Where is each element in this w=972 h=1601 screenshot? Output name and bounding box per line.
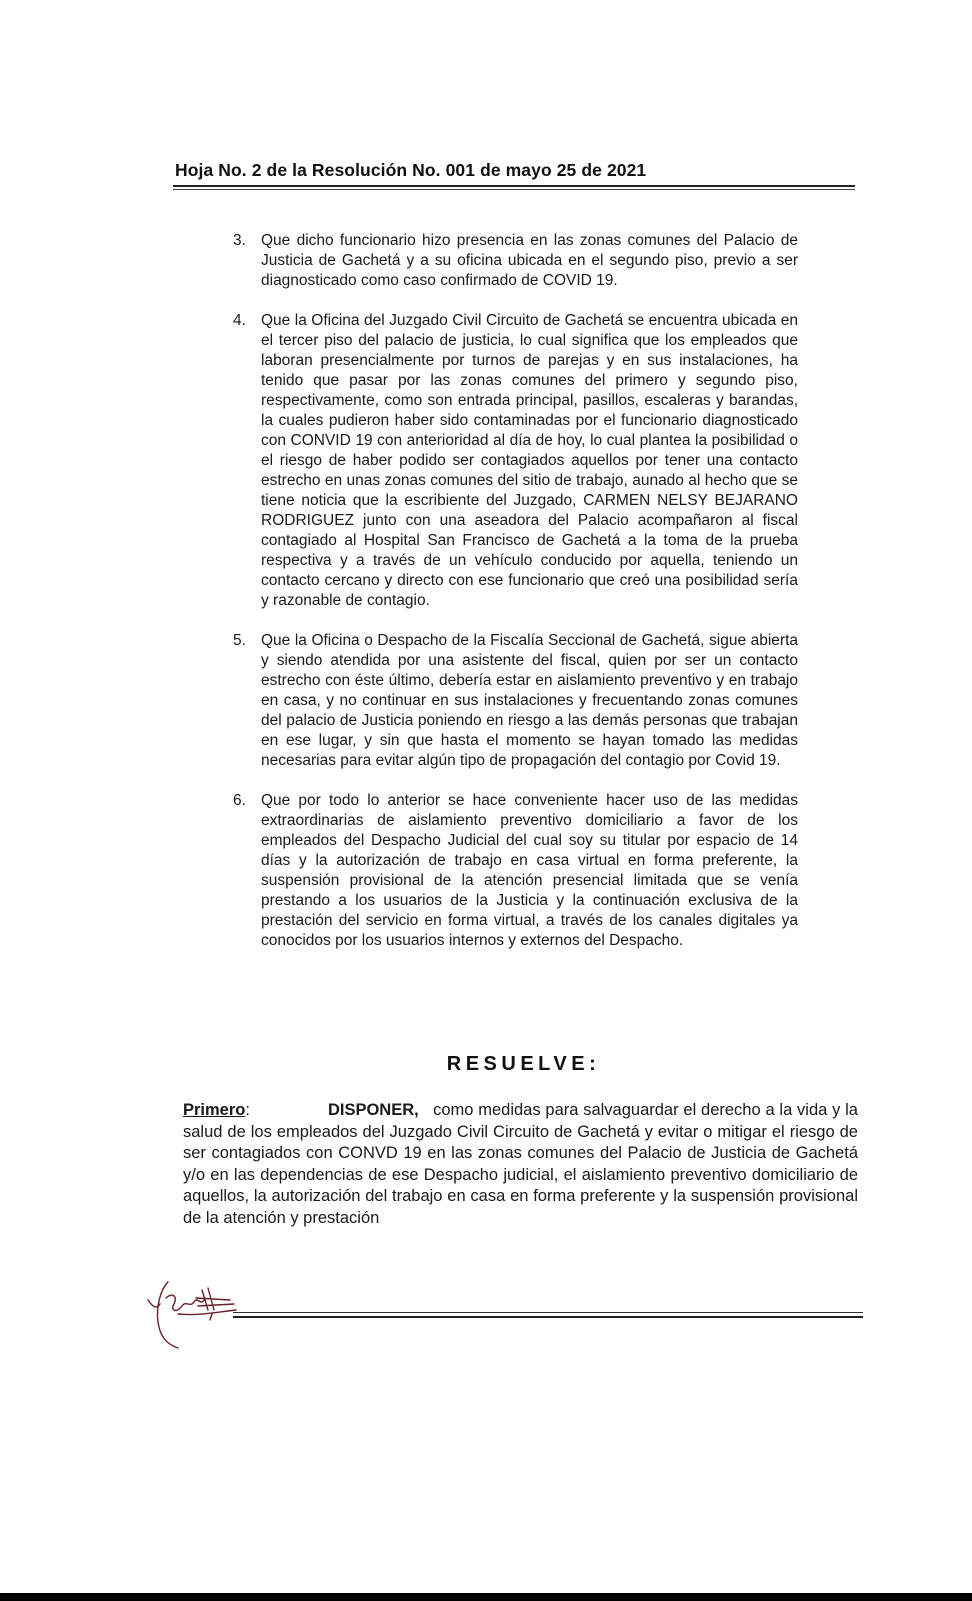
item-text: Que por todo lo anterior se hace conveniente hacer uso de las medidas extraordinarias de aislamiento preventivo domiciliario a favor de los empleados del Despacho Judicial del cual soy su titular por espacio de 14 días y la autorización de trabajo en casa virtual en forma preferente, la suspensión provisional de la atención presencial limitada que se venía prestando a los usuarios de la Justicia y la continuación exclusiva de la prestación del servicio en forma virtual, a través de los canales digitales ya conocidos por los usuarios internos y externos del Despacho. — [261, 792, 798, 949]
header-rule — [173, 185, 855, 187]
primero-paragraph — [183, 1100, 858, 1229]
primero-text: como medidas para salvaguardar el derecho a la vida y la salud de los empleados del Juzgado Civil Circuito de Gachetá y evitar o mitigar el riesgo de ser contagiados con CONVD 19 en las zonas comunes del Palacio de Justicia de Gachetá y/o en las dependencias de ese Despacho judicial, el aislamiento preventivo domiciliario de aquellos, la autorización del trabajo en casa en forma preferente y la suspensión provisional de la atención y prestación — [183, 1101, 858, 1227]
list-item — [233, 791, 798, 951]
item-text: Que la Oficina del Juzgado Civil Circuito de Gachetá se encuentra ubicada en el tercer piso del palacio de justicia, lo cual significa que los empleados que laboran presencialmente por turnos de parejas y en sus instalaciones, ha tenido que pasar por las zonas comunes del primero y segundo piso, respectivamente, como son entrada principal, pasillos, escaleras y barandas, la cuales pudieron haber sido contaminadas por el funcionario diagnosticado con CONVID 19 con anterioridad al día de hoy, lo cual plantea la posibilidad o el riesgo de haber podido ser contagiados aquellos por tener una contacto estrecho en unas zonas comunes del sitio de trabajo, aunado al hecho que se tiene noticia que la escribiente del Juzgado, CARMEN NELSY BEJARANO RODRIGUEZ junto con una aseadora del Palacio acompañaron al fiscal contagiado al Hospital San Francisco de Gachetá a la toma de la prueba respectiva y a través de un vehículo conducido por aquella, teniendo un contacto cercano y directo con ese funcionario que creó una posibilidad sería y razonable de contagio. — [261, 312, 798, 609]
scan-edge-bar — [0, 1593, 972, 1601]
list-item — [233, 311, 798, 611]
primero-verb: DISPONER, — [327, 1101, 419, 1119]
item-text: Que dicho funcionario hizo presencia en las zonas comunes del Palacio de Justicia de Gachetá y a su oficina ubicada en el segundo piso, previo a ser diagnosticado como caso confirmado de COVID 19. — [261, 232, 798, 289]
signature-icon — [138, 1270, 248, 1380]
primero-colon: : — [245, 1101, 250, 1119]
list-item — [233, 631, 798, 771]
list-item — [233, 231, 798, 291]
footer-rule — [233, 1316, 863, 1318]
item-number: 6. — [233, 792, 246, 809]
header-rule-thin — [173, 189, 855, 190]
primero-label: Primero — [183, 1101, 246, 1119]
page-header-title: Hoja No. 2 de la Resolución No. 001 de mayo 25 de 2021 — [175, 160, 647, 180]
considerations-list — [233, 231, 798, 971]
footer-rule-thin — [233, 1312, 863, 1313]
item-number: 3. — [233, 232, 246, 249]
resuelve-heading: RESUELVE: — [446, 1053, 601, 1075]
item-number: 5. — [233, 632, 246, 649]
item-text: Que la Oficina o Despacho de la Fiscalía Seccional de Gachetá, sigue abierta y siendo atendida por una asistente del fiscal, quien por ser un contacto estrecho con éste último, debería estar en aislamiento preventivo y en trabajo en casa, y no continuar en sus instalaciones y frecuentando zonas comunes del palacio de Justicia poniendo en riesgo a las demás personas que trabajan en ese lugar, y sin que hasta el momento se hayan tomado las medidas necesarias para evitar algún tipo de propagación del contagio por Covid 19. — [261, 632, 798, 769]
item-number: 4. — [233, 312, 246, 329]
